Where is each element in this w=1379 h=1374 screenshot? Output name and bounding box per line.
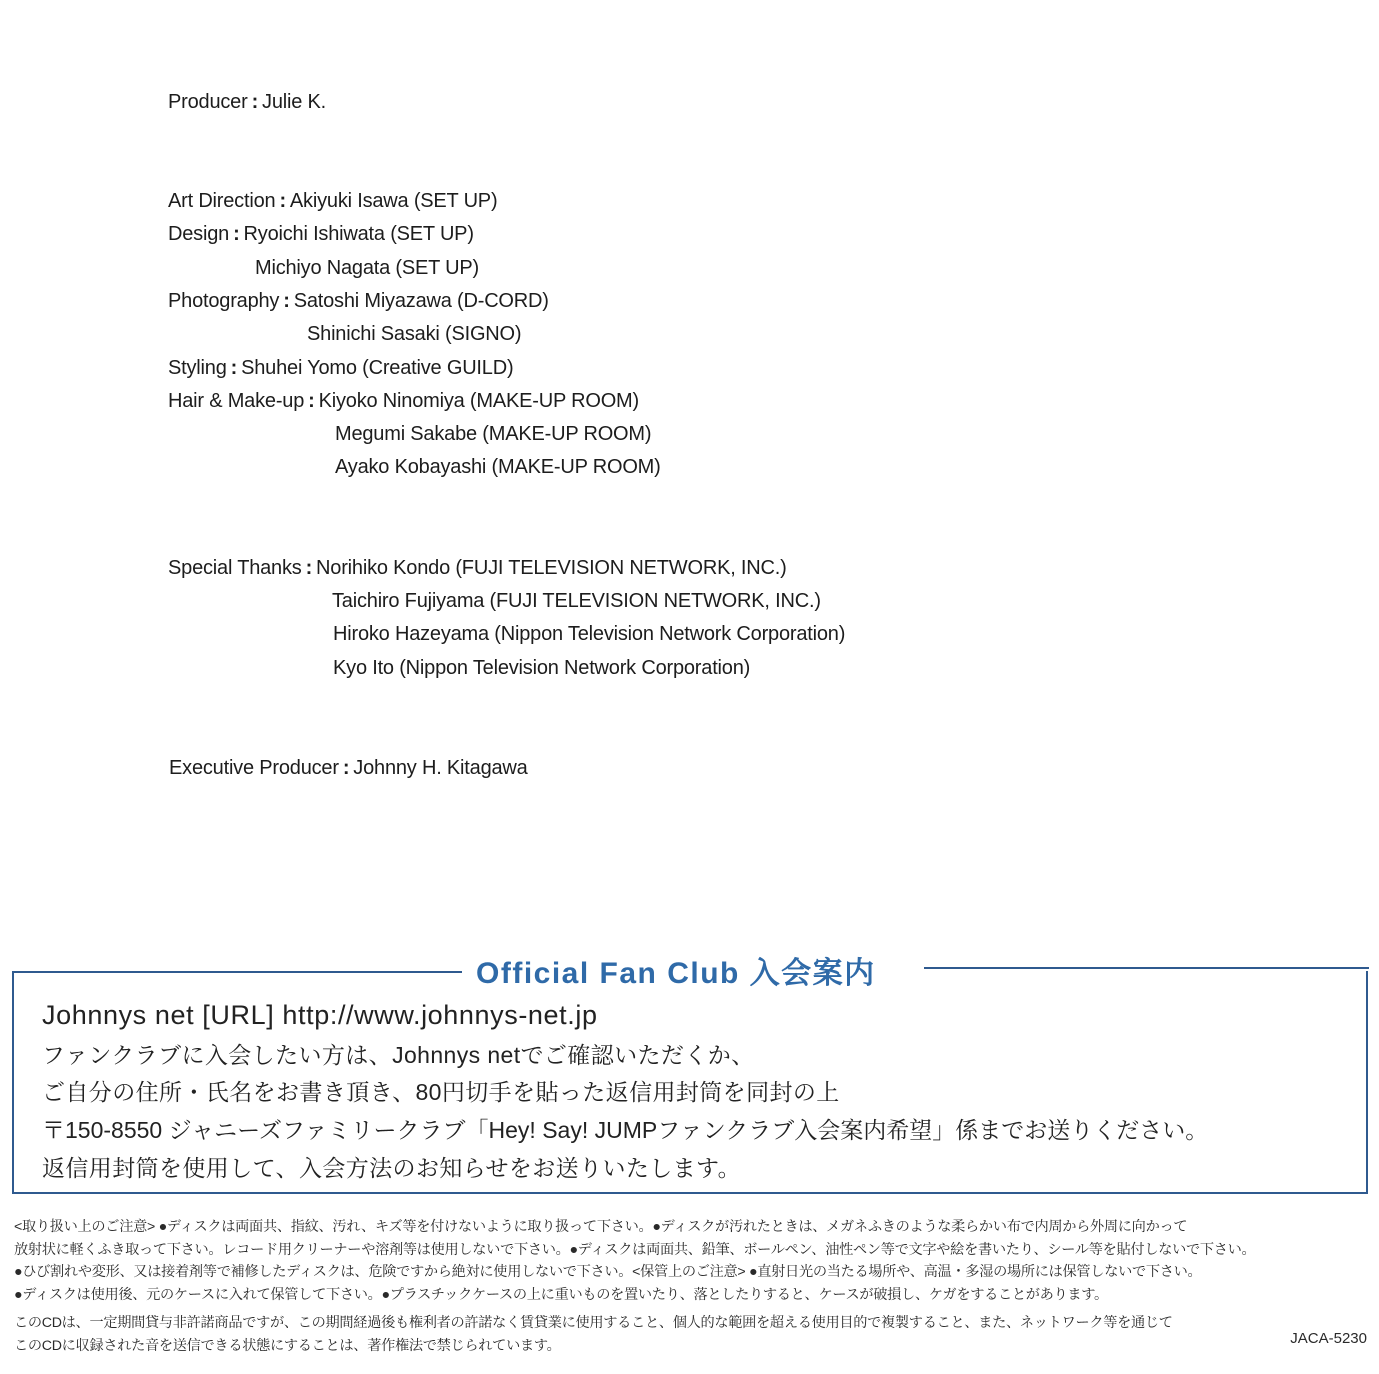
credit-role: Executive Producer [169, 757, 339, 779]
fanclub-url: Johnnys net [URL] http://www.johnnys-net.jp [42, 1000, 598, 1030]
catalog-number: JACA-5230 [1290, 1330, 1367, 1347]
fanclub-line: ご自分の住所・氏名をお書き頂き、80円切手を貼った返信用封筒を同封の上 [42, 1079, 840, 1105]
credit-name: Ayako Kobayashi (MAKE-UP ROOM) [335, 456, 661, 478]
credit-name: Ryoichi Ishiwata (SET UP) [243, 223, 474, 245]
note-line: 放射状に軽くふき取って下さい。レコード用クリーナーや溶剤等は使用しないで下さい。●ディスクは両面共、鉛筆、ボールペン、油性ペン等で文字や絵を書いたり、シール等を貼付しないで下さい。 [14, 1241, 1256, 1258]
credit-design-cont [255, 256, 479, 280]
credit-special-thanks-cont [332, 589, 821, 613]
credit-separator: : [283, 290, 290, 312]
handling-notes [14, 1216, 1370, 1357]
credit-name: Julie K. [262, 91, 327, 113]
credit-special-thanks-cont [333, 656, 750, 680]
credit-role: Styling [168, 357, 227, 379]
credit-separator: : [305, 557, 313, 579]
note-line: ●ディスクは使用後、元のケースに入れて保管して下さい。●プラスチックケースの上に重いものを置いたり、落としたりすると、ケースが破損し、ケガをすることがあります。 [14, 1286, 1108, 1303]
credit-styling [168, 356, 513, 380]
credit-name: Kiyoko Ninomiya (MAKE-UP ROOM) [318, 390, 639, 412]
fanclub-line: ファンクラブに入会したい方は、Johnnys netでご確認いただくか、 [42, 1042, 755, 1068]
credit-name: Hiroko Hazeyama (Nippon Television Network Corporation) [333, 623, 846, 645]
credit-name: Shinichi Sasaki (SIGNO) [307, 323, 522, 345]
credit-separator: : [342, 757, 350, 779]
credit-name: Shuhei Yomo (Creative GUILD) [241, 357, 514, 379]
credit-special-thanks [168, 556, 787, 580]
credit-separator: : [279, 190, 286, 212]
fanclub-title: Official Fan Club 入会案内 [476, 957, 876, 990]
credit-art-direction [168, 189, 497, 213]
credit-name: Satoshi Miyazawa (D-CORD) [293, 290, 549, 312]
credit-role: Special Thanks [168, 557, 302, 579]
credit-role: Hair & Make-up [168, 390, 305, 412]
credit-name: Akiyuki Isawa (SET UP) [289, 190, 498, 212]
credit-separator: : [233, 223, 240, 245]
credit-separator: : [251, 91, 259, 113]
fanclub-border-left [12, 971, 462, 973]
credit-role: Art Direction [168, 190, 276, 212]
credit-separator: : [230, 357, 238, 379]
copyright-line: このCDに収録された音を送信できる状態にすることは、著作権法で禁じられています。 [14, 1337, 561, 1354]
credit-role: Photography [168, 290, 280, 312]
credit-hair-makeup-cont [335, 422, 651, 446]
credit-role: Design [168, 223, 230, 245]
credit-name: Johnny H. Kitagawa [353, 757, 528, 779]
credit-name: Norihiko Kondo (FUJI TELEVISION NETWORK, INC.) [316, 557, 787, 579]
note-line: ●ひび割れや変形、又は接着剤等で補修したディスクは、危険ですから絶対に使用しないで下さい。<保管上のご注意> ●直射日光の当たる場所や、高温・多湿の場所には保管しないで下さい。 [14, 1264, 1202, 1280]
credit-hair-makeup [168, 389, 639, 413]
credit-photography-cont [307, 322, 521, 346]
fanclub-border-right [924, 967, 1369, 969]
credit-name: Megumi Sakabe (MAKE-UP ROOM) [335, 423, 652, 445]
credit-producer [168, 90, 326, 114]
note-line: <取り扱い上のご注意> ●ディスクは両面共、指紋、汚れ、キズ等を付けないように取り扱って下さい。●ディスクが汚れたときは、メガネふきのような柔らかい布で内周から外周に向かって [14, 1219, 1188, 1235]
fanclub-line: 〒150-8550 ジャニーズファミリークラブ「Hey! Say! JUMPファンクラブ入会案内希望」係までお送りください。 [42, 1117, 1209, 1143]
credit-hair-makeup-cont [335, 455, 661, 479]
credit-executive-producer [169, 756, 528, 780]
credit-photography [168, 289, 549, 313]
credit-special-thanks-cont [333, 622, 845, 646]
credit-design [168, 222, 474, 246]
credit-separator: : [308, 390, 315, 412]
credit-name: Kyo Ito (Nippon Television Network Corporation) [333, 657, 751, 679]
credit-name: Michiyo Nagata (SET UP) [255, 257, 479, 279]
credit-name: Taichiro Fujiyama (FUJI TELEVISION NETWORK, INC.) [332, 590, 821, 612]
credit-role: Producer [168, 91, 248, 113]
fanclub-line: 返信用封筒を使用して、入会方法のお知らせをお送りいたします。 [42, 1155, 742, 1181]
copyright-line: このCDは、一定期間貸与非許諾商品ですが、この期間経過後も権利者の許諾なく賃貸業に使用すること、個人的な範囲を超える使用目的で複製すること、また、ネットワーク等を通じて [14, 1315, 1173, 1331]
